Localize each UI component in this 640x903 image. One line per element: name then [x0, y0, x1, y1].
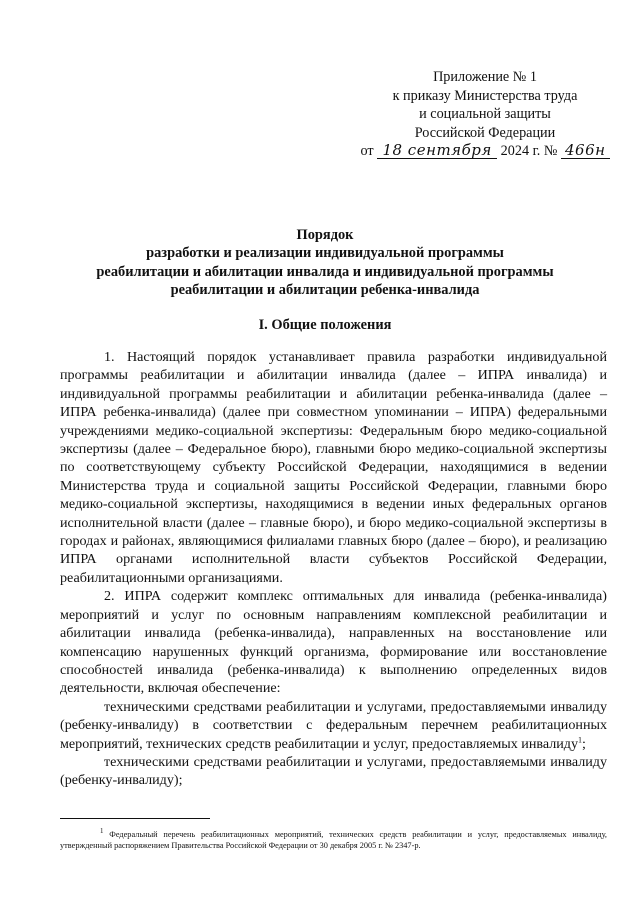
- paragraph-3: [60, 698, 607, 753]
- title-line-4: реабилитации и абилитации ребенка-инвалида: [170, 282, 480, 299]
- handwritten-order-number: 466н: [561, 142, 610, 159]
- footnote-divider: [60, 818, 210, 819]
- section-heading: I. Общие положения: [258, 317, 392, 333]
- title-line-3: реабилитации и абилитации инвалида и индивидуальной программы: [96, 263, 554, 280]
- year-text: 2024 г. №: [500, 143, 558, 159]
- paragraph-4: техническими средствами реабилитации и услугами, предоставляемыми инвалиду (ребенку-инвалиду);: [60, 753, 607, 789]
- appendix-line-2: к приказу Министерства труда: [392, 87, 578, 104]
- document-body: [60, 348, 607, 790]
- title-line-1: Порядок: [296, 227, 354, 243]
- document-title: [60, 226, 590, 300]
- footnote-ref: 1: [578, 734, 583, 744]
- appendix-line-3: и социальной защиты: [419, 106, 551, 122]
- paragraph-1: 1. Настоящий порядок устанавливает правила разработки индивидуальной программы реабилитации и абилитации инвалида (далее – ИПРА инвалида) и индивидуальной программы реабилитации и абилитации ребенка-инвалида (далее – ИПРА ребенка-инвалида) (далее при совместном упоминании – ИПРА) федеральными учреждениями медико-социальной экспертизы: Федеральным бюро медико-социальной экспертизы (далее – Федеральное бюро), главными бюро медико-социальной экспертизы по соответствующему субъекту Российской Федерации, находящимися в ведении Министерства труда и социальной защиты Российской Федерации, главными бюро медико-социальной экспертизы, находящимися в ведении иных федеральных органов исполнительной власти (далее – главные бюро), и бюро медико-социальной экспертизы в городах и районах, являющимися филиалами главных бюро (далее – бюро), и реализацию ИПРА органами исполнительной власти субъектов Российской Федерации, реабилитационными организациями.: [60, 349, 607, 586]
- footnote-text: Федеральный перечень реабилитационных мероприятий, технических средств реабилитации и услуг, предоставляемых инвалиду, утвержденный распоряжением Правительства Российской Федерации от 30 декабря 2005 г. № 2347-р.: [60, 829, 607, 851]
- date-prefix: от: [360, 143, 374, 159]
- handwritten-date: 18 сентября: [377, 142, 497, 159]
- appendix-line-1: Приложение № 1: [433, 69, 537, 85]
- paragraph-3-text: техническими средствами реабилитации и услугами, предоставляемыми инвалиду (ребенку-инвалиду) в соответствии с федеральным перечнем реабилитационных мероприятий, технических средств реабилитации и услуг, предоставляемых инвалиду: [60, 698, 607, 752]
- footnote: [60, 826, 607, 852]
- footnote-marker: 1: [100, 828, 104, 835]
- paragraph-2: 2. ИПРА содержит комплекс оптимальных для инвалида (ребенка-инвалида) мероприятий и услуг по основным направлениям комплексной реабилитации и абилитации инвалида (ребенка-инвалида), направленных на восстановление или компенсацию нарушенных функций организма, формирование или восстановление способностей инвалида (ребенка-инвалида) к выполнению определенных видов деятельности, включая обеспечение:: [60, 588, 607, 697]
- appendix-header: [345, 68, 625, 161]
- order-date-line: [345, 142, 625, 161]
- title-line-2: разработки и реализации индивидуальной программы: [146, 245, 504, 262]
- paragraph-3-end: ;: [582, 735, 586, 752]
- appendix-line-4: Российской Федерации: [414, 124, 556, 141]
